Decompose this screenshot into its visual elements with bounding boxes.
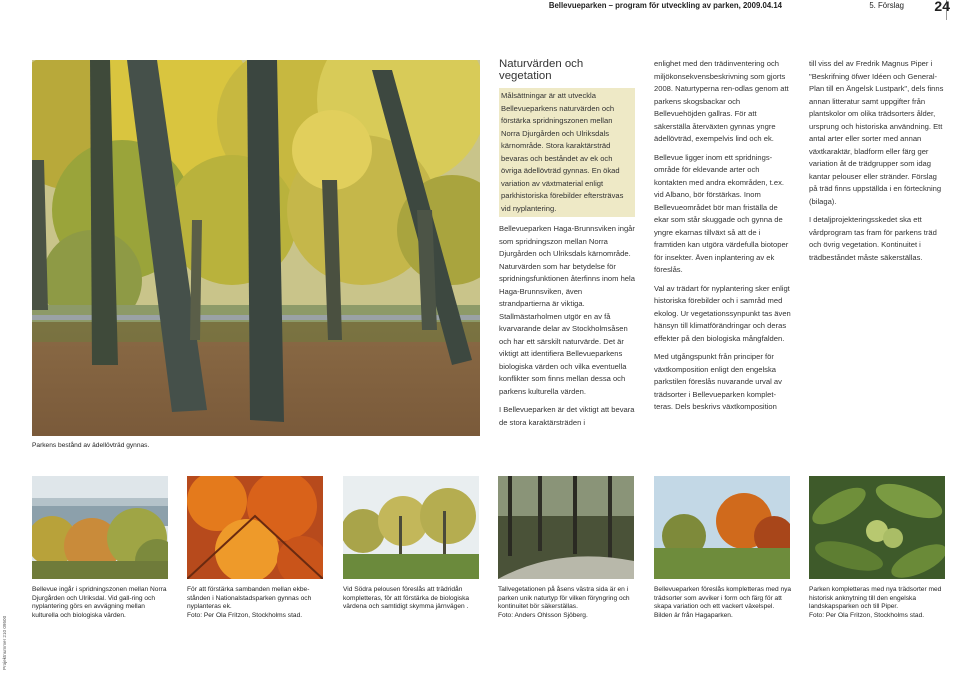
thumbnail-caption-5: Bellevueparken föreslås kompletteras med nya trädsorter som avviker i form och färg för att skapa variation och ett vackert växelspel. Bilden är från Hagaparken. [654, 586, 792, 619]
column3-paragraph-1: till viss del av Fredrik Magnus Piper i "Beskrifning öfwer Idéen och General-Plan till en Ängelsk Lustpark", dels finns annan litteratur samt uppgifter från plantskolor om olika trädsorters ålder, ursprung och historiska användning. Ett antal arter eller sorter med annan växtkaraktär, bladform eller färg ger variation åt de trädgrupper som idag kantar pelouser eller stränder. Förslag på träd finns uppställda i en förteckning (bilaga). [809, 59, 944, 206]
running-title: Bellevueparken – program för utveckling av parken, 2009.04.14 [548, 1, 782, 10]
column2-paragraph-2: Bellevue ligger inom ett spridnings-område för eklevande arter och kontakten med andra ekområden, t.ex. vid Albano, bör förstärkas. Inom Bellevueområdet bör man friställa de ekar som står skuggade och gynna de yngre ekarnas tillväxt så att de i framtiden kan utgöra värdefulla biotoper för insekter. Även inplantering av ek föreslås. [654, 152, 789, 274]
thumbnail-photo-4 [498, 476, 634, 579]
thumbnail-caption-6: Parken kompletteras med nya trädsorter med historisk anknytning till den engelska landskapsparken och till Piper. Foto: Per Ola Fritzon, Stockholms stad. [809, 586, 942, 619]
section-label: 5. Förslag [869, 1, 904, 10]
column3-paragraph-2: I detaljprojekteringsskedet ska ett vårdprogram tas fram för parkens träd och övrig vegetation. Kontinuitet i trädbeståndet måste säkerställas. [809, 215, 937, 262]
thumbnail-photo-2 [187, 476, 323, 579]
thumbnail-photo-6 [809, 476, 945, 579]
thumbnail-photo-5 [654, 476, 790, 579]
column2-paragraph-4: Med utgångspunkt från principer för växtkomposition enligt den engelska parkstilen föreslås nuvarande urval av trädsorter i Bellevueparken komplet-teras. Dels beskrivs växtkomposition [654, 352, 782, 411]
main-photo [32, 60, 480, 436]
column2-paragraph-3: Val av trädart för nyplantering sker enligt historiska förebilder och i samråd med ekolog. Ur vegetationssynpunkt tas även hänsyn till klimatförändringar och deras effekter på den biologiska mångfalden. [654, 283, 791, 343]
page-number: 24 [934, 0, 950, 14]
column1-paragraph-2: I Bellevueparken är det viktigt att bevara de stora karaktärsträden i [499, 405, 635, 427]
section-heading: Naturvärden och vegetation [499, 58, 584, 82]
thumbnail-caption-2: För att förstärka sambanden mellan ekbe-stånden i Nationalstadsparken gynnas och nyplanteras ek. Foto: Per Ola Fritzon, Stockholms stad. [187, 586, 312, 619]
thumbnail-photo-1 [32, 476, 168, 579]
thumbnail-photo-3 [343, 476, 479, 579]
column1-paragraph-1: Bellevueparken Haga-Brunnsviken ingår som spridningszon mellan Norra Djurgården och Ulriksdals kärnområde. Naturvärden som har betydelse för spridningsfunktionen återfinns inom hela Haga-Brunnsviken, även strandpartierna är viktiga. Stallmästarholmen utgör en av få kvarvarande delar av Stockholmsåsen och har ett särskilt naturvärde. Det är viktigt att identifiera Bellevueparkens biologiska värden och vilka eventuella konflikter som finns mellan dessa och parkens kulturella värden. [499, 224, 635, 396]
thumbnail-caption-1: Bellevue ingår i spridningszonen mellan Norra Djurgården och Ulriksdal. Vid gall-ring och nyplantering görs en avvägning mellan kulturella och biologiska värden. [32, 586, 167, 619]
header-bar [0, 0, 960, 14]
goal-statement: Målsättningar är att utveckla Bellevueparkens naturvärden och förstärka spridningszonen mellan Norra Djurgården och Ulriksdals kärnområde. Stora karaktärsträd bevaras och beståndet av ek och övriga ädellövträd gynnas. En ökad variation av växtmaterial enligt parkhistoriska förebilder eftersträvas vid nyplantering. [499, 88, 635, 217]
main-photo-caption: Parkens bestånd av ädellövträd gynnas. [32, 442, 150, 449]
thumbnail-caption-4: Tallvegetationen på åsens västra sida är en i parken unik naturtyp för vilken föryngring och kontinuitet bör säkerställas. Foto: Anders Ohlsson Sjöberg. [498, 586, 630, 619]
thumbnail-caption-3: Vid Södra pelousen föreslås att trädridån kompletteras, för att förstärka de biologiska värdena och samtidigt skymma järnvägen . [343, 586, 470, 611]
main-photo-image [32, 60, 480, 436]
text-column-2 [654, 58, 792, 420]
project-number: Projektnummer 210 09500 [2, 615, 7, 670]
column2-paragraph-1: enlighet med den trädinventering och miljökonsekvensbeskrivning som gjorts 2008. Naturtyperna ren-odlas genom att parkens skogsbackar och Bellevuehöjden gallras. För att säkerställa återväxten gynnas yngre ädellövträd, exempelvis lind och ek. [654, 59, 789, 143]
text-column-1 [499, 58, 635, 435]
text-column-3 [809, 58, 947, 270]
